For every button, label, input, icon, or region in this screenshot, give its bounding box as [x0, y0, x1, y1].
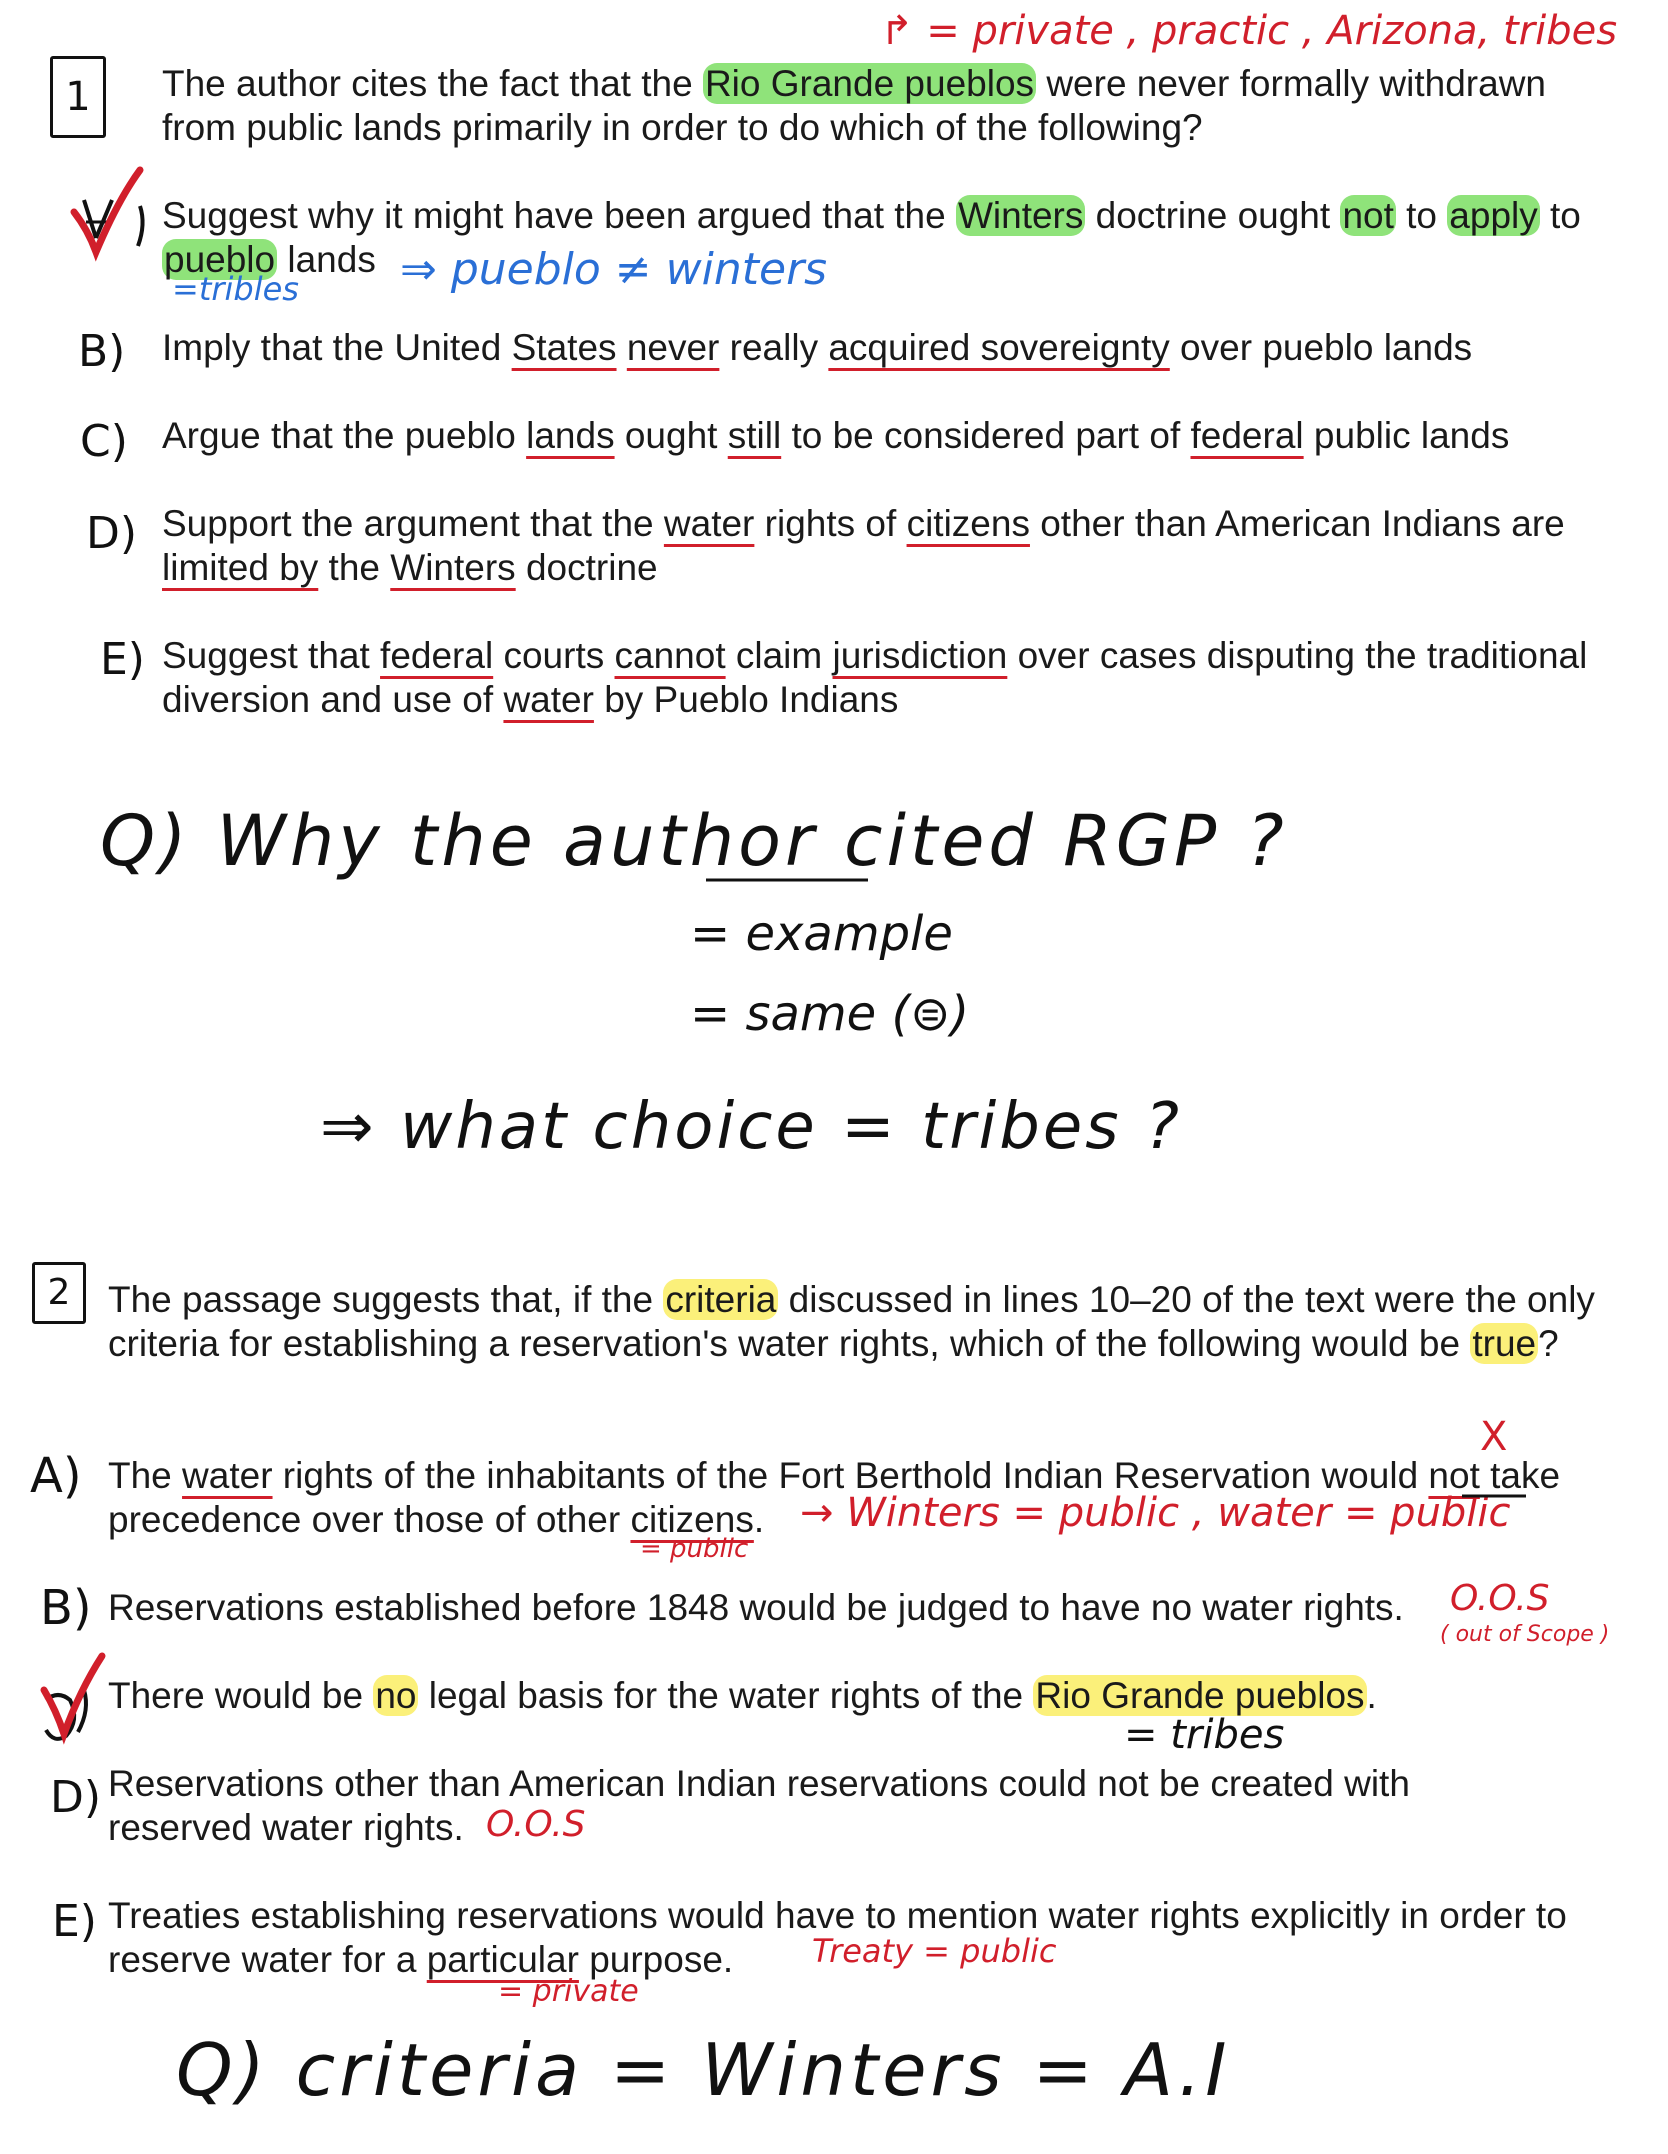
- choice-text: Suggest why it might have been argued that the: [162, 195, 956, 236]
- q2-number-box: 2: [32, 1262, 86, 1324]
- q2-note-question: Q) criteria = Winters = A.I: [176, 2028, 1231, 2112]
- choice-text: over cases disputing the traditional diversion and use of: [162, 635, 1588, 720]
- choice-text: Imply that the United: [162, 327, 512, 368]
- underlined-word: acquired sovereignty: [828, 327, 1170, 368]
- choice-text: purpose.: [578, 1939, 734, 1980]
- choice-text: Treaties establishing reservations would have to mention water rights explicitly in order to reserve water for a: [108, 1895, 1567, 1980]
- choice-text: to be considered part of: [781, 415, 1191, 456]
- q1-letter-b: B): [78, 326, 126, 377]
- q1-a-note-right: ⇒ pueblo ≠ winters: [400, 244, 828, 295]
- choice-text: rights of: [754, 503, 907, 544]
- q2-e-note-under: = private: [498, 1974, 639, 2009]
- choice-text: to: [1539, 195, 1581, 236]
- underlined-word: never: [626, 327, 720, 368]
- q1-choice-a-check-icon: [74, 170, 143, 252]
- choice-text: doctrine ought: [1085, 195, 1341, 236]
- choice-text: Argue that the pueblo: [162, 415, 527, 456]
- choice-text: over pueblo lands: [1169, 327, 1473, 368]
- underlined-word: particular: [426, 1939, 579, 1980]
- q2-letter-b: B): [40, 1580, 92, 1636]
- q2-d-note: O.O.S: [486, 1804, 586, 1845]
- highlight-pueblo: pueblo: [164, 239, 276, 280]
- choice-text: .: [753, 1499, 765, 1540]
- highlight-not: not: [1342, 195, 1394, 236]
- underlined-word: States: [511, 327, 617, 368]
- q2-e-note-right: Treaty = public: [812, 1932, 1057, 1970]
- underlined-word: lands: [526, 415, 615, 456]
- choice-text: other than American Indians are: [1029, 503, 1565, 544]
- q2-letter-d: D): [50, 1772, 102, 1823]
- underlined-word: limited by: [162, 547, 319, 588]
- q1-stem-text: were never formally withdrawn from public lands primarily in order to do which of the following?: [162, 63, 1547, 148]
- underlined-word: federal: [1190, 415, 1304, 456]
- underlined-word: Winters: [390, 547, 516, 588]
- choice-text: claim: [725, 635, 833, 676]
- choice-text: The passage suggests that, if the: [108, 1279, 664, 1320]
- highlight-true: true: [1472, 1323, 1537, 1364]
- q1-letter-d: D): [86, 508, 138, 559]
- choice-text: public lands: [1303, 415, 1510, 456]
- q2-b-note-small: ( out of Scope ): [1440, 1622, 1610, 1647]
- q1-letter-e: E): [100, 634, 145, 685]
- choice-text: There would be: [108, 1675, 374, 1716]
- highlight-rio-grande: Rio Grande pueblos: [1035, 1675, 1365, 1716]
- underlined-word: still: [727, 415, 782, 456]
- underlined-word: federal: [380, 635, 494, 676]
- q1-number-box: 1: [50, 56, 106, 138]
- choice-text: ought: [614, 415, 728, 456]
- choice-text: by Pueblo Indians: [593, 679, 899, 720]
- underlined-word: water: [663, 503, 755, 544]
- q1-note-same: = same (⊜): [690, 986, 970, 1042]
- q2-a-note-under: = public: [640, 1534, 749, 1564]
- q2-b-note: O.O.S: [1450, 1578, 1550, 1619]
- q1-note-choice: ⇒ what choice = tribes ?: [320, 1090, 1182, 1164]
- underlined-word: citizens: [630, 1499, 754, 1540]
- underlined-word: water: [182, 1455, 273, 1496]
- underlined-word: jurisdiction: [832, 635, 1008, 676]
- choice-text: Reservations other than American Indian reservations could not be created with reserved water rights.: [108, 1763, 1410, 1848]
- q1-note-example: = example: [690, 906, 953, 962]
- q2-a-x-mark: X: [1480, 1414, 1508, 1460]
- q2-letter-e: E): [52, 1896, 97, 1947]
- choice-text: the: [318, 547, 391, 588]
- highlight-criteria: criteria: [665, 1279, 777, 1320]
- highlight-apply: apply: [1449, 195, 1538, 236]
- choice-text: courts: [493, 635, 615, 676]
- choice-text: Support the argument that the: [162, 503, 664, 544]
- choice-text: take precedence over those of other: [108, 1455, 1561, 1540]
- underlined-word: water: [503, 679, 594, 720]
- highlight-rio-grande: Rio Grande pueblos: [704, 63, 1035, 104]
- q1-note-question: Q) Why the author cited RGP ?: [100, 800, 1288, 882]
- underlined-word: not: [1428, 1455, 1480, 1496]
- q2-choice-c-check-icon: [44, 1656, 102, 1739]
- highlight-no: no: [375, 1675, 417, 1716]
- choice-text: rights of the inhabitants of the Fort Berthold Indian Reservation would: [272, 1455, 1429, 1496]
- underlined-word: cannot: [614, 635, 726, 676]
- underlined-word: citizens: [906, 503, 1030, 544]
- choice-text: .: [1366, 1675, 1377, 1716]
- q2-c-note-under: = tribes: [1124, 1712, 1285, 1758]
- choice-text: doctrine: [515, 547, 658, 588]
- choice-text: to: [1395, 195, 1448, 236]
- choice-text: The: [108, 1455, 183, 1496]
- choice-text: really: [719, 327, 829, 368]
- choice-text: legal basis for the water rights of the: [418, 1675, 1034, 1716]
- q2-a-note-right: → Winters = public , water = public: [800, 1490, 1511, 1536]
- choice-text: discussed in lines 10–20 of the text were the only criteria for establishing a reservation's water rights, which of the following would be: [108, 1279, 1595, 1364]
- choice-text: Reservations established before 1848 would be judged to have no water rights.: [108, 1587, 1404, 1628]
- q2-letter-a: A): [30, 1448, 82, 1504]
- highlight-winters: Winters: [957, 195, 1084, 236]
- choice-text: ?: [1538, 1323, 1559, 1364]
- q1-note-top: ↱ = private , practic , Arizona, tribes: [880, 8, 1618, 54]
- q1-a-note-under: =tribles: [172, 270, 299, 308]
- choice-text: Suggest that: [162, 635, 381, 676]
- choice-text: lands: [277, 239, 376, 280]
- q1-stem-text: The author cites the fact that the: [162, 63, 703, 104]
- q1-letter-c: C): [80, 416, 128, 467]
